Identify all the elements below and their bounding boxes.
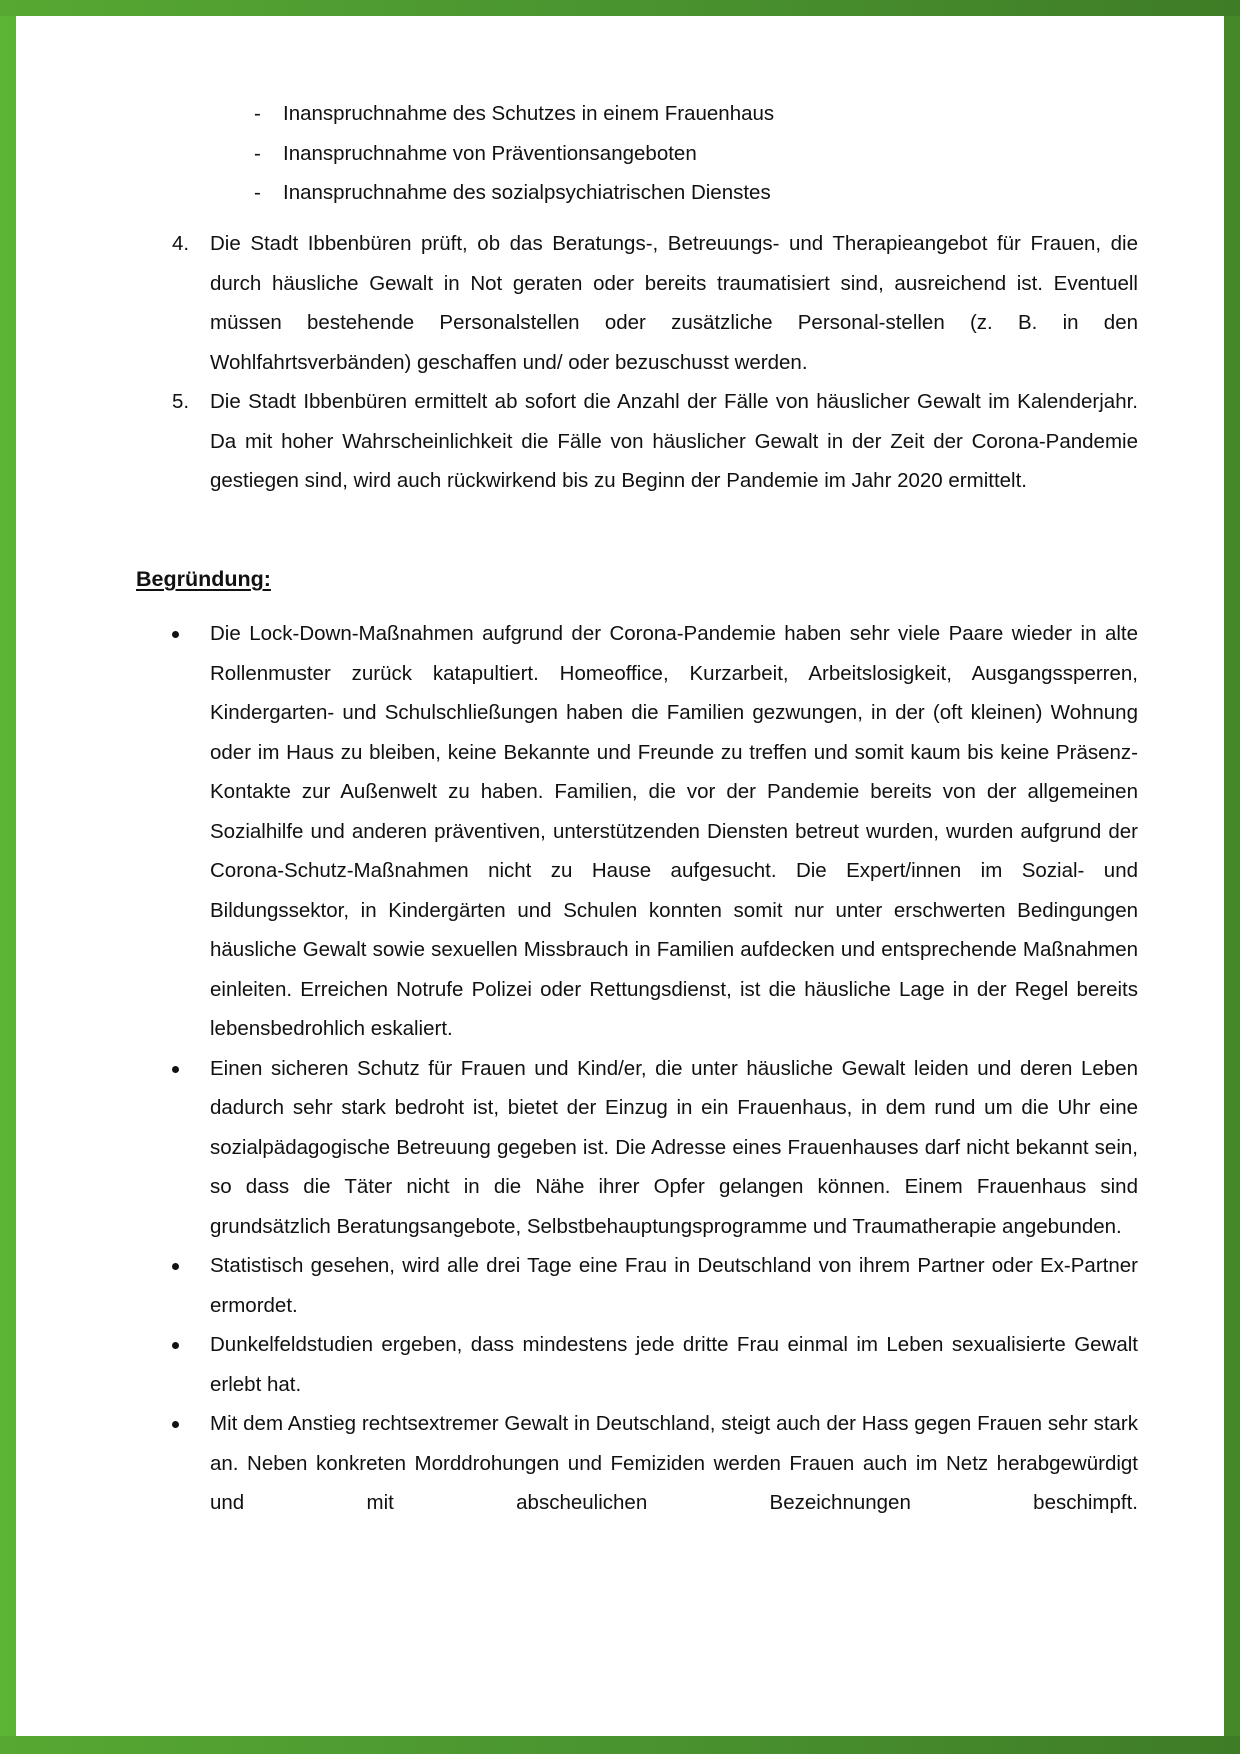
dash-marker: - — [254, 181, 261, 204]
sub-list-item-text: Inanspruchnahme von Präventionsangeboten — [283, 141, 697, 165]
sub-list-item-text: Inanspruchnahme des sozialpsychiatrischen Dienstes — [283, 181, 771, 204]
bullet-list — [172, 614, 1138, 1523]
item-number: 5. — [172, 390, 190, 413]
bullet-item-text: Dunkelfeldstudien ergeben, dass mindestens jede dritte Frau einmal im Leben sexualisierte Gewalt erlebt hat. — [210, 1333, 1138, 1396]
bullet-item — [172, 1246, 1138, 1325]
sub-list-item-text: Inanspruchnahme des Schutzes in einem Frauenhaus — [283, 102, 775, 125]
bullet-item-text: Statistisch gesehen, wird alle drei Tage eine Frau in Deutschland von ihrem Partner oder Ex-Partner ermordet. — [210, 1254, 1138, 1317]
bullet-item-text: Die Lock-Down-Maßnahmen aufgrund der Corona-Pandemie haben sehr viele Paare wieder in alte Rollenmuster zurück katapultiert. Homeoffice, Kurzarbeit, Arbeitslosigkeit, Ausgangssperren, Kindergarten- und Schulschließungen haben die Familien gezwungen, in der (oft kleinen) Wohnung oder im Haus zu bleiben, keine Bekannte und Freunde zu treffen und somit kaum bis keine Präsenz-Kontakte zur Außenwelt zu haben. Familien, die vor der Pandemie bereits von der allgemeinen Sozialhilfe und anderen präventiven, unterstützenden Diensten betreut wurden, wurden aufgrund der Corona-Schutz-Maßnahmen nicht zu Hause aufgesucht. Die Expert/innen im Sozial- und Bildungssektor, in Kindergärten und Schulen konnten somit nur unter erschwerten Bedingungen häusliche Gewalt sowie sexuellen Missbrauch in Familien aufdecken und entsprechende Maßnahmen einleiten. Erreichen Notrufe Polizei oder Rettungsdienst, ist die häusliche Lage in der Regel bereits lebensbedrohlich eskaliert. — [210, 622, 1138, 1040]
sub-list-item — [254, 173, 1074, 213]
dash-marker: - — [254, 102, 261, 125]
green-frame-top — [0, 0, 1240, 16]
bullet-item-text: Einen sicheren Schutz für Frauen und Kind/er, die unter häusliche Gewalt leiden und deren Leben dadurch sehr stark bedroht ist, bietet der Einzug in ein Frauenhaus, in dem rund um die Uhr eine sozialpädagogische Betreuung gegeben ist. Die Adresse eines Frauenhauses darf nicht bekannt sein, so dass die Täter nicht in die Nähe ihrer Opfer gelangen können. Einem Frauenhaus sind grundsätzlich Beratungsangebote, Selbstbehauptungsprogramme und Traumatherapie angebunden. — [210, 1056, 1138, 1238]
sub-list — [254, 94, 1074, 213]
bullet-icon — [172, 1263, 179, 1270]
bullet-item — [172, 614, 1138, 1049]
numbered-item-4 — [172, 224, 1138, 382]
bullet-item — [172, 1404, 1138, 1523]
dash-marker: - — [254, 141, 261, 165]
bullet-item — [172, 1325, 1138, 1404]
bullet-item-text: Mit dem Anstieg rechtsextremer Gewalt in Deutschland, steigt auch der Hass gegen Frauen sehr stark an. Neben konkreten Morddrohungen und Femiziden werden Frauen auch im Netz herabgewürdigt und mit abscheulichen Bezeichnungen beschimpft. — [210, 1412, 1138, 1514]
bullet-icon — [172, 1421, 179, 1428]
numbered-item-text: Die Stadt Ibbenbüren ermittelt ab sofort die Anzahl der Fälle von häuslicher Gewalt im Kalenderjahr. Da mit hoher Wahrscheinlichkeit die Fälle von häuslicher Gewalt in der Zeit der Corona-Pandemie gestiegen sind, wird auch rückwirkend bis zu Beginn der Pandemie im Jahr 2020 ermittelt. — [210, 390, 1138, 492]
numbered-item-5 — [172, 382, 1138, 501]
bullet-icon — [172, 631, 179, 638]
bullet-item — [172, 1049, 1138, 1247]
green-frame-bottom — [0, 1736, 1240, 1754]
bullet-icon — [172, 1342, 179, 1349]
numbered-item-text: Die Stadt Ibbenbüren prüft, ob das Beratungs-, Betreuungs- und Therapieangebot für Frauen, die durch häusliche Gewalt in Not geraten oder bereits traumatisiert sind, ausreichend ist. Eventuell müssen bestehende Personalstellen oder zusätzliche Personal-stellen (z. B. in den Wohlfahrtsverbänden) geschaffen und/ oder bezuschusst werden. — [210, 232, 1138, 374]
item-number: 4. — [172, 232, 190, 255]
sub-list-item — [254, 134, 1074, 174]
document-page — [16, 16, 1224, 1736]
section-heading: Begründung: — [136, 567, 271, 591]
bullet-icon — [172, 1066, 179, 1073]
sub-list-item — [254, 94, 1074, 134]
numbered-list — [172, 224, 1138, 501]
